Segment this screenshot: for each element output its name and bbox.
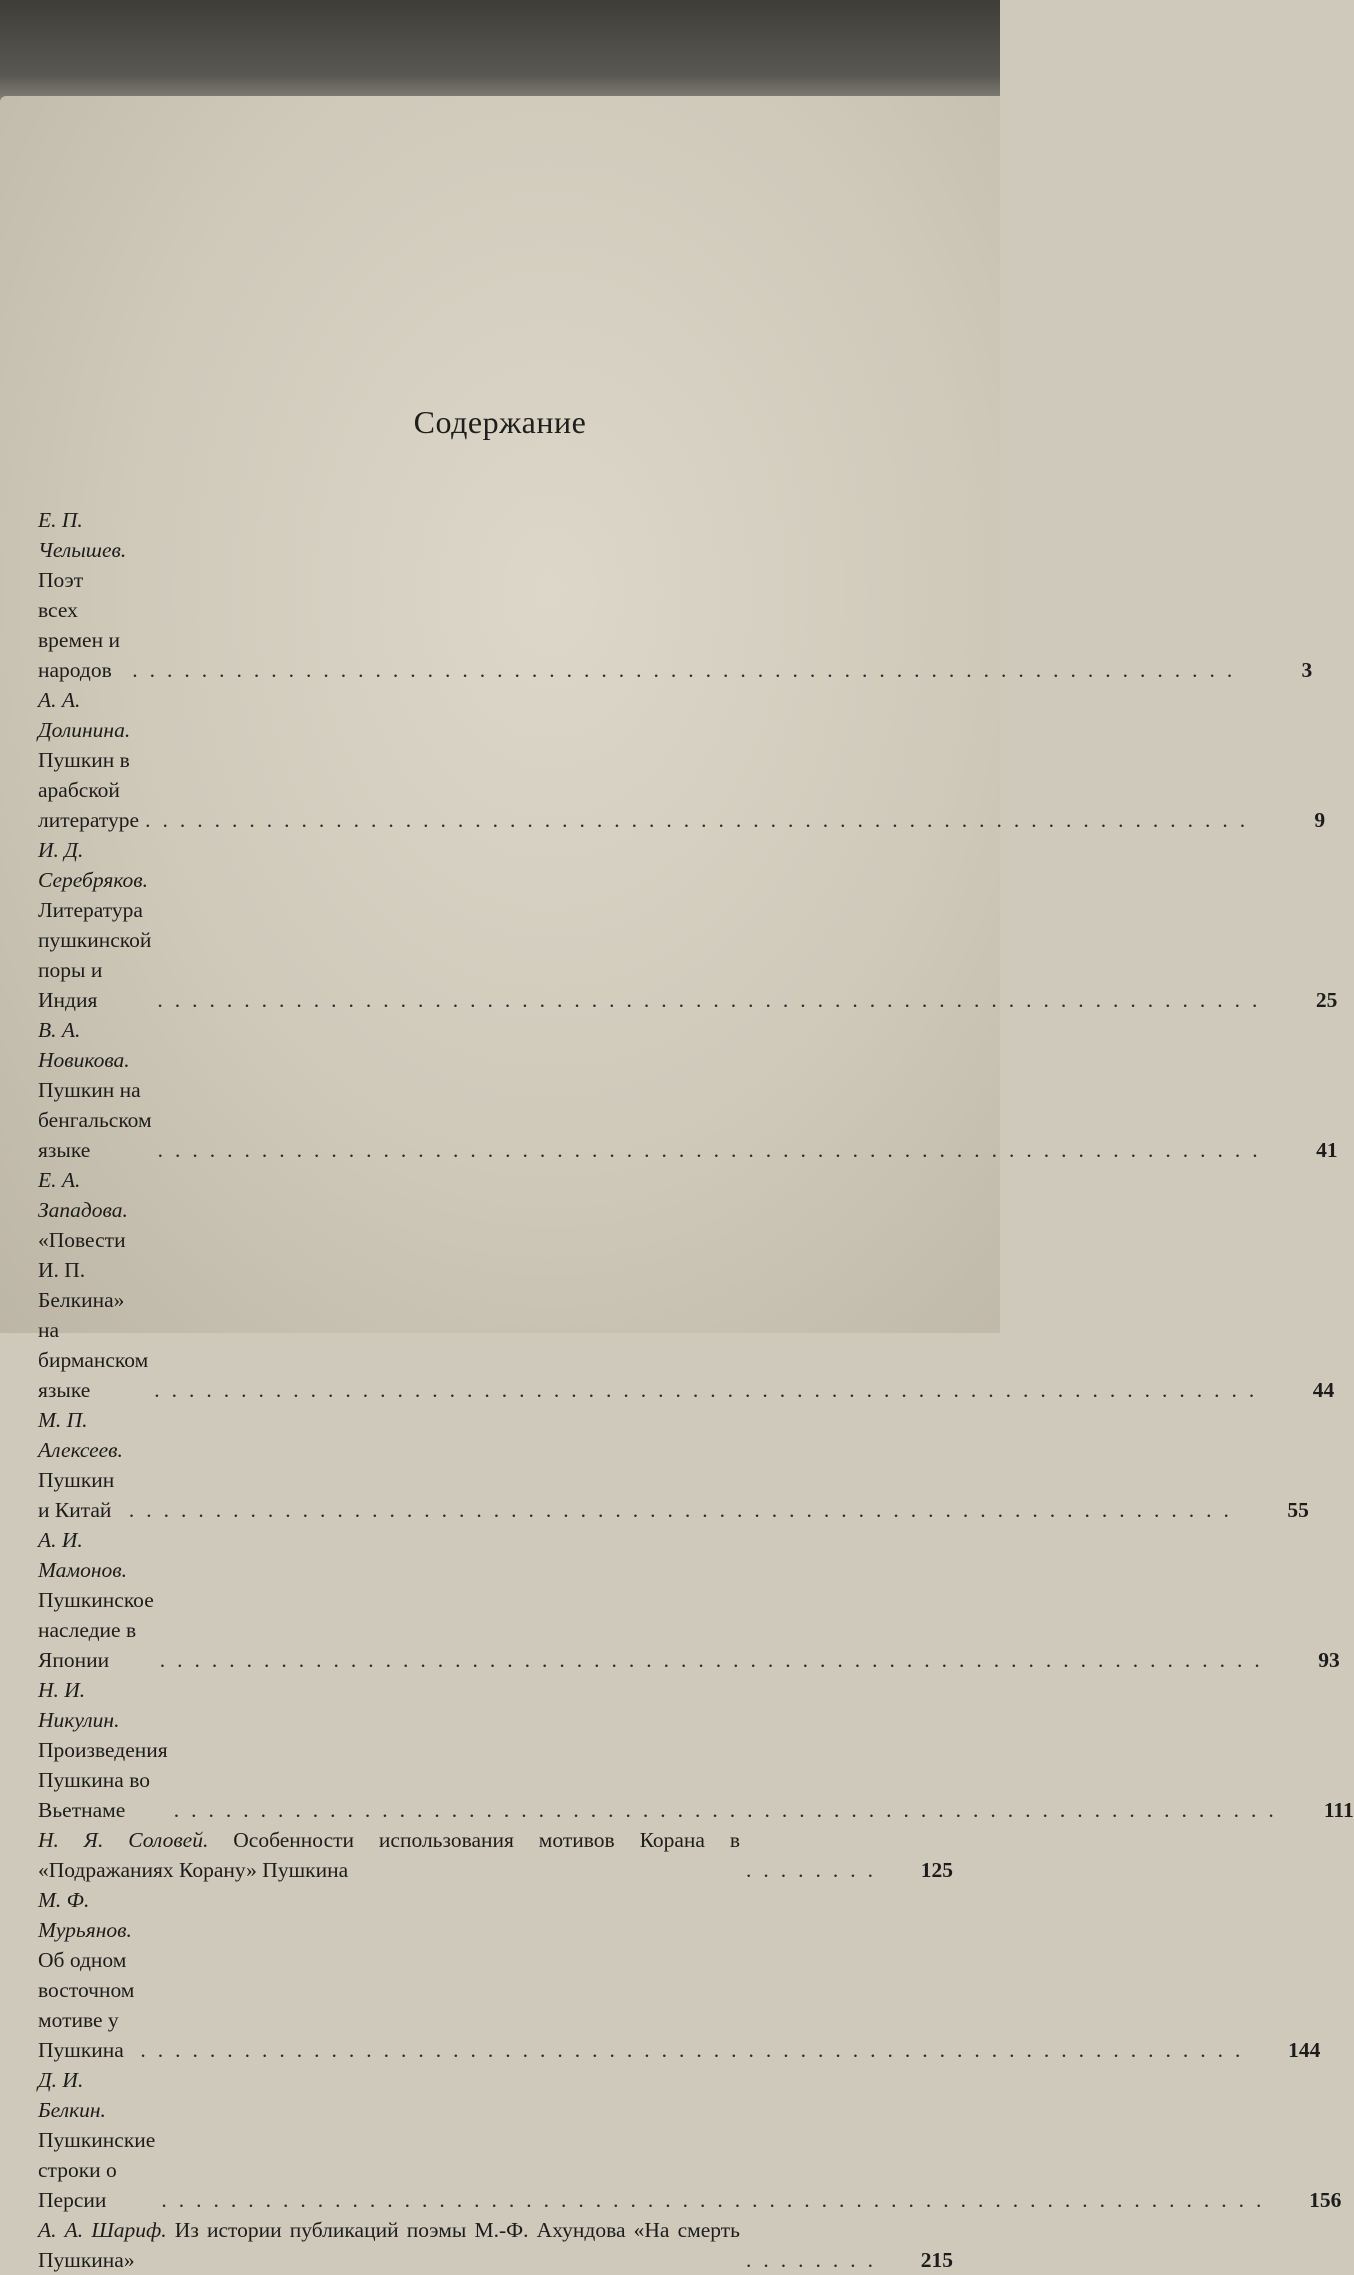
toc-entry [38, 1885, 1321, 2065]
entry-title: Особенности использования мотивов Корана в «Подражаниях Корану» Пушкина [38, 1828, 741, 1882]
entry-page: 125 [920, 1858, 953, 1882]
entry-author: М. П. Алексеев. [38, 1408, 123, 1462]
table-of-contents [38, 505, 1354, 2275]
toc-entry [38, 685, 1326, 835]
dot-leader: ................................................................ [157, 1138, 1270, 1162]
toc-entry [38, 1825, 953, 1885]
entry-author: А. И. Мамонов. [38, 1528, 127, 1582]
entry-page: 25 [1315, 988, 1338, 1012]
entry-page: 55 [1287, 1498, 1309, 1522]
dot-leader: ................................................................ [132, 658, 1245, 682]
entry-title: Литература пушкинской поры и Индия [38, 898, 152, 1012]
page-title: Содержание [413, 404, 587, 440]
dot-leader: ................................................................ [128, 1498, 1241, 1522]
entry-page: 111 [1323, 1798, 1354, 1822]
entry-page: 9 [1314, 808, 1326, 832]
toc-entry [38, 1675, 1354, 1825]
entry-author: Н. Я. Соловей. [38, 1828, 209, 1852]
entry-page: 93 [1318, 1648, 1340, 1672]
entry-page: 215 [920, 2248, 953, 2272]
entry-title: Произведения Пушкина во Вьетнаме [38, 1738, 168, 1822]
toc-entry [38, 505, 1313, 685]
entry-author: Е. П. Челышев. [38, 508, 127, 562]
entry-page: 144 [1288, 2038, 1321, 2062]
entry-page: 3 [1301, 658, 1313, 682]
toc-entry [38, 1015, 1338, 1165]
entry-author: А. А. Шариф. [38, 2218, 167, 2242]
dot-leader: ................................................................ [159, 1648, 1272, 1672]
entry-title: Пушкин в арабской литературе [38, 748, 140, 832]
entry-title: «Повести И. П. Белкина» на бирманском языке [38, 1228, 149, 1402]
entry-title: Пушкинское наследие в Японии [38, 1588, 154, 1672]
entry-title: Пушкинские строки о Персии [38, 2128, 156, 2212]
entry-author: М. Ф. Мурьянов. [38, 1888, 132, 1942]
dot-leader: ................................................................ [140, 2038, 1253, 2062]
dot-leader: ................................................................ [173, 1798, 1286, 1822]
background-edge [0, 0, 1000, 108]
entry-author: Н. И. Никулин. [38, 1678, 120, 1732]
entry-title: Из истории публикаций поэмы М.-Ф. Ахундова «На смерть Пушкина» [38, 2218, 740, 2272]
entry-author: Е. А. Западова. [38, 1168, 128, 1222]
dot-leader: ........ [746, 2248, 885, 2272]
toc-entry [38, 1165, 1335, 1405]
entry-title: Пушкин и Китай [38, 1468, 115, 1522]
dot-leader: ................................................................ [145, 808, 1258, 832]
dot-leader: ................................................................ [154, 1378, 1267, 1402]
entry-page: 156 [1309, 2188, 1342, 2212]
entry-author: В. А. Новикова. [38, 1018, 130, 1072]
dot-leader: ................................................................ [157, 988, 1270, 1012]
entry-page: 41 [1316, 1138, 1338, 1162]
toc-entry [38, 1405, 1309, 1525]
entry-page: 44 [1312, 1378, 1335, 1402]
toc-entry [38, 1525, 1340, 1675]
dot-leader: ................................................................ [161, 2188, 1274, 2212]
dot-leader: ........ [746, 1858, 885, 1882]
toc-entry [38, 2065, 1342, 2215]
toc-entry [38, 835, 1338, 1015]
toc-entry [38, 2215, 953, 2275]
entry-title: Пушкин на бенгальском языке [38, 1078, 152, 1162]
entry-title: Об одном восточном мотиве у Пушкина [38, 1948, 135, 2062]
entry-author: А. А. Долинина. [38, 688, 131, 742]
entry-author: Д. И. Белкин. [38, 2068, 106, 2122]
entry-author: И. Д. Серебряков. [38, 838, 149, 892]
entry-title: Поэт всех времен и народов [38, 568, 120, 682]
